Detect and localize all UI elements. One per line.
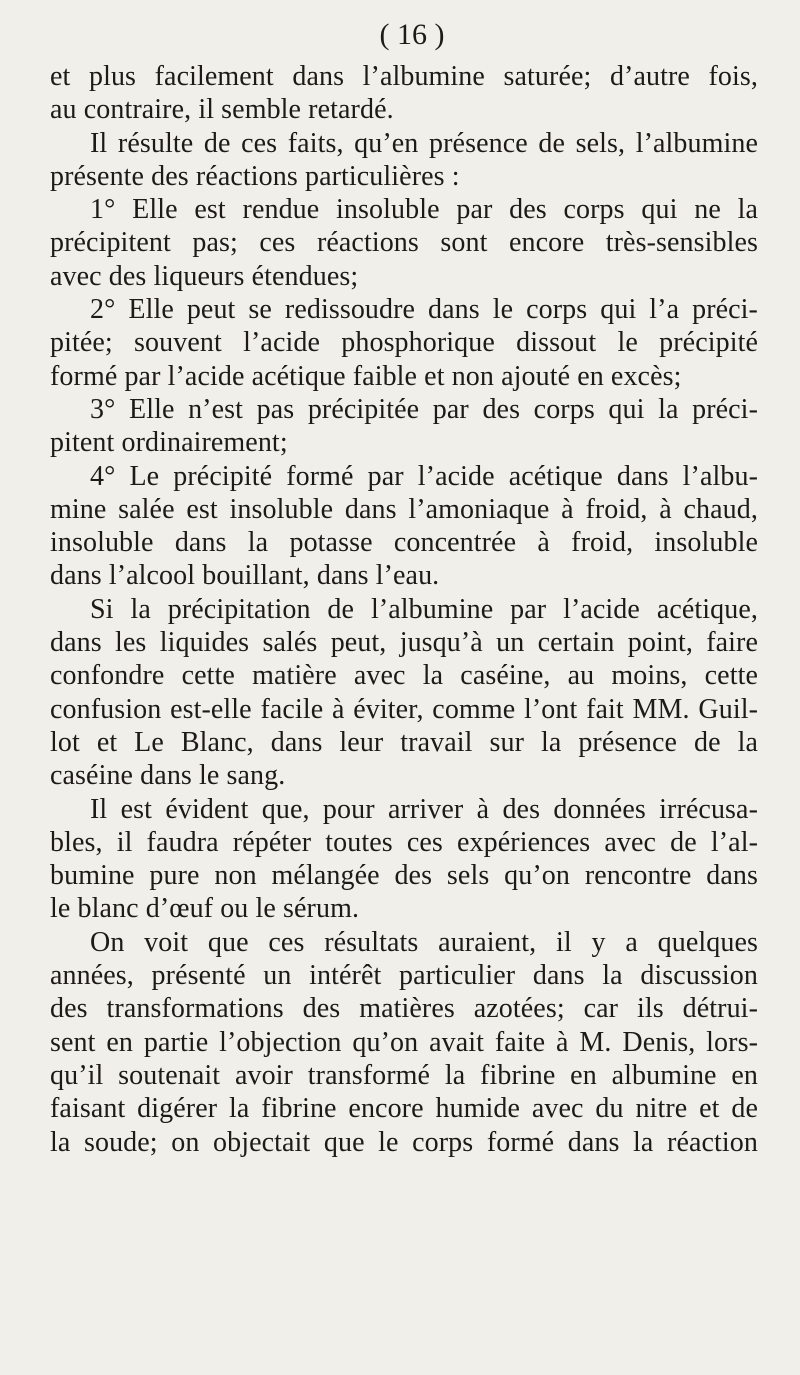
- text-line: dans l’alcool bouillant, dans l’eau.: [50, 560, 440, 592]
- text-line: des transformations des matières azotées; car ils détrui-: [50, 993, 758, 1025]
- text-line: bumine pure non mélangée des sels qu’on rencontre dans: [50, 860, 758, 892]
- text-line: Il résulte de ces faits, qu’en présence de sels, l’albumine: [90, 127, 758, 159]
- text-line: insoluble dans la potasse concentrée à froid, insoluble: [50, 527, 758, 559]
- text-line: pitent ordinairement;: [50, 427, 288, 459]
- text-line: mine salée est insoluble dans l’amoniaque à froid, à chaud,: [50, 493, 758, 525]
- text-line: faisant digérer la fibrine encore humide avec du nitre et de: [50, 1093, 758, 1125]
- text-line: Il est évident que, pour arriver à des données irrécusa-: [90, 793, 758, 825]
- paragraph: [50, 293, 758, 393]
- paragraph: [50, 793, 758, 926]
- text-line: bles, il faudra répéter toutes ces expériences avec de l’al-: [50, 826, 758, 858]
- text-line: pitée; souvent l’acide phosphorique dissout le précipité: [50, 327, 758, 359]
- text-line: et plus facilement dans l’albumine saturée; d’autre fois,: [50, 61, 758, 92]
- text-line: On voit que ces résultats auraient, il y a quelques: [90, 926, 758, 958]
- paragraph: [50, 393, 758, 460]
- text-line: précipitent pas; ces réactions sont encore très-sensibles: [50, 227, 758, 259]
- text-line: présente des réactions particulières :: [50, 160, 460, 192]
- paragraph: [50, 193, 758, 293]
- text-line: 2° Elle peut se redissoudre dans le corps qui l’a préci-: [90, 294, 758, 326]
- text-line: qu’il soutenait avoir transformé la fibrine en albumine en: [50, 1059, 758, 1091]
- text-line: confondre cette matière avec la caséine, au moins, cette: [50, 660, 758, 692]
- text-line: avec des liqueurs étendues;: [50, 260, 359, 292]
- paragraph: [50, 593, 758, 793]
- text-line: 4° Le précipité formé par l’acide acétique dans l’albu-: [90, 460, 758, 492]
- text-line: confusion est-elle facile à éviter, comme l’ont fait MM. Guil-: [50, 693, 758, 725]
- paragraph: [50, 60, 758, 127]
- page-number: ( 16 ): [379, 18, 445, 51]
- text-line: années, présenté un intérêt particulier dans la discussion: [50, 960, 758, 992]
- text-line: dans les liquides salés peut, jusqu’à un certain point, faire: [50, 627, 758, 659]
- text-line: Si la précipitation de l’albumine par l’acide acétique,: [90, 593, 758, 625]
- text-line: 1° Elle est rendue insoluble par des corps qui ne la: [90, 194, 758, 226]
- text-line: le blanc d’œuf ou le sérum.: [50, 893, 360, 925]
- paragraph: [50, 460, 758, 593]
- paragraph: [50, 926, 758, 1159]
- text-line: lot et Le Blanc, dans leur travail sur la présence de la: [50, 726, 758, 758]
- text-line: formé par l’acide acétique faible et non ajouté en excès;: [50, 360, 682, 392]
- paragraph: [50, 127, 758, 194]
- text-line: 3° Elle n’est pas précipitée par des corps qui la préci-: [90, 393, 758, 425]
- text-line: caséine dans le sang.: [50, 760, 286, 792]
- text-line: au contraire, il semble retardé.: [50, 94, 394, 126]
- body-text: [50, 60, 758, 1159]
- text-line: la soude; on objectait que le corps formé dans la réaction: [50, 1126, 758, 1158]
- text-line: sent en partie l’objection qu’on avait faite à M. Denis, lors-: [50, 1026, 758, 1058]
